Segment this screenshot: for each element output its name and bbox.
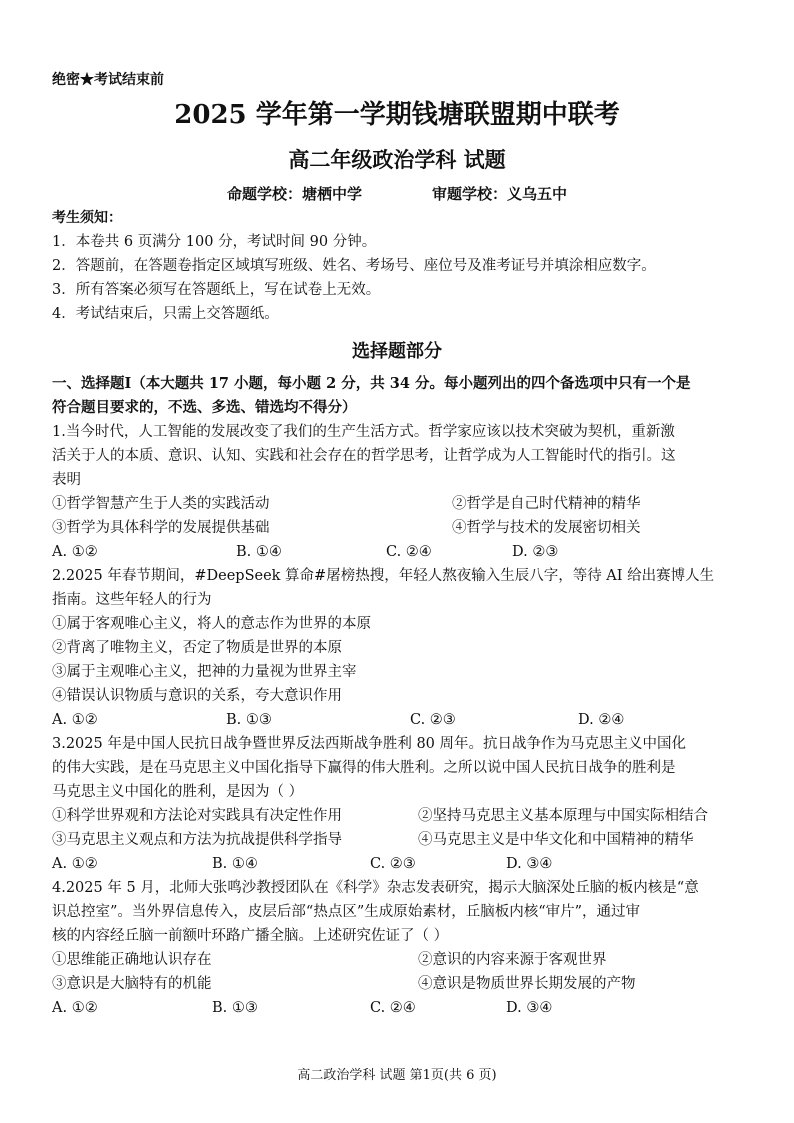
school-info — [0, 184, 794, 204]
q3-answer: B. ①④ — [212, 856, 258, 872]
setter-school: 命题学校：塘栖中学 — [226, 185, 362, 203]
q3-option: ①科学世界观和方法论对实践具有决定性作用 — [52, 808, 342, 824]
q1-answer: C. ②④ — [386, 544, 432, 560]
q4-option: ③意识是大脑特有的机能 — [52, 976, 212, 992]
q3-answer: C. ②③ — [370, 856, 416, 872]
q1-option: ③哲学为具体科学的发展提供基础 — [52, 520, 270, 536]
q2-option: ③属于主观唯心主义，把神的力量视为世界主宰 — [52, 664, 357, 680]
notice-item: 3．所有答案必须写在答题纸上，写在试卷上无效。 — [52, 282, 381, 298]
q1-option: ①哲学智慧产生于人类的实践活动 — [52, 496, 270, 512]
q2-stem-line: 指南。这些年轻人的行为 — [52, 592, 212, 608]
q2-answer: D. ②④ — [578, 712, 625, 728]
q4-option: ④意识是物质世界长期发展的产物 — [418, 976, 636, 992]
q4-stem-line: 4.2025 年 5 月，北师大张鸣沙教授团队在《科学》杂志发表研究，揭示大脑深处丘脑的板内核是“意 — [52, 880, 699, 896]
q4-stem-line: 核的内容经丘脑一前额叶环路广播全脑。上述研究佐证了（ ） — [52, 928, 449, 944]
q2-stem-line: 2.2025 年春节期间，#DeepSeek 算命#屠榜热搜，年轻人熬夜输入生辰八字，等待 AI 给出赛博人生 — [52, 568, 715, 584]
q3-stem-line: 3.2025 年是中国人民抗日战争暨世界反法西斯战争胜利 80 周年。抗日战争作为马克思主义中国化 — [52, 736, 687, 752]
q1-answer: A. ①② — [52, 544, 98, 560]
notice-item: 4．考试结束后，只需上交答题纸。 — [52, 306, 279, 322]
q3-option: ②坚持马克思主义基本原理与中国实际相结合 — [418, 808, 708, 824]
q4-answer: A. ①② — [52, 1000, 98, 1016]
notice-item: 2．答题前，在答题卷指定区域填写班级、姓名、考场号、座位号及准考证号并填涂相应数字。 — [52, 258, 656, 274]
q1-stem-line: 表明 — [52, 472, 81, 488]
q2-answer: C. ②③ — [410, 712, 456, 728]
section-instruction: 符合题目要求的，不选、多选、错选均不得分） — [52, 399, 357, 416]
notice-heading: 考生须知： — [52, 210, 122, 226]
q1-option: ④哲学与技术的发展密切相关 — [452, 520, 641, 536]
q1-stem-line: 活关于人的本质、意识、认知、实践和社会存在的哲学思考，让哲学成为人工智能时代的指引。这 — [52, 448, 676, 464]
q4-option: ①思维能正确地认识存在 — [52, 952, 212, 968]
q2-option: ①属于客观唯心主义，将人的意志作为世界的本原 — [52, 616, 371, 632]
q4-answer: C. ②④ — [370, 1000, 416, 1016]
q3-answer: D. ③④ — [506, 856, 553, 872]
q2-answer: A. ①② — [52, 712, 98, 728]
q2-option: ②背离了唯物主义，否定了物质是世界的本原 — [52, 640, 342, 656]
q3-stem-line: 马克思主义中国化的胜利，是因为（ ） — [52, 784, 304, 800]
reviewer-school: 审题学校：义乌五中 — [432, 185, 568, 203]
q3-option: ③马克思主义观点和方法为抗战提供科学指导 — [52, 832, 342, 848]
confidential-label: 绝密★考试结束前 — [52, 72, 164, 88]
q3-stem-line: 的伟大实践，是在马克思主义中国化指导下赢得的伟大胜利。之所以说中国人民抗日战争的胜利是 — [52, 760, 676, 776]
exam-subtitle: 高二年级政治学科 试题 — [288, 147, 506, 172]
q3-option: ④马克思主义是中华文化和中国精神的精华 — [418, 832, 694, 848]
q4-answer: B. ①③ — [212, 1000, 258, 1016]
page-footer: 高二政治学科 试题 第1页(共 6 页) — [297, 1068, 497, 1083]
exam-title: 2025 学年第一学期钱塘联盟期中联考 — [174, 100, 620, 130]
q4-answer: D. ③④ — [506, 1000, 553, 1016]
q1-option: ②哲学是自己时代精神的精华 — [452, 496, 641, 512]
q1-stem-line: 1.当今时代，人工智能的发展改变了我们的生产生活方式。哲学家应该以技术突破为契机，重新激 — [52, 424, 675, 440]
q2-option: ④错误认识物质与意识的关系，夸大意识作用 — [52, 688, 342, 704]
q1-answer: D. ②③ — [512, 544, 559, 560]
notice-item: 1．本卷共 6 页满分 100 分，考试时间 90 分钟。 — [52, 234, 377, 250]
q1-answer: B. ①④ — [236, 544, 282, 560]
q3-answer: A. ①② — [52, 856, 98, 872]
q4-stem-line: 识总控室”。当外界信息传入，皮层后部“热点区”生成原始素材，丘脑板内核“审片”，通过审 — [52, 904, 641, 920]
section-title: 选择题部分 — [352, 341, 442, 362]
q4-option: ②意识的内容来源于客观世界 — [418, 952, 607, 968]
section-instruction: 一、选择题Ⅰ（本大题共 17 小题，每小题 2 分，共 34 分。每小题列出的四个备选项中只有一个是 — [52, 375, 691, 392]
q2-answer: B. ①③ — [226, 712, 272, 728]
